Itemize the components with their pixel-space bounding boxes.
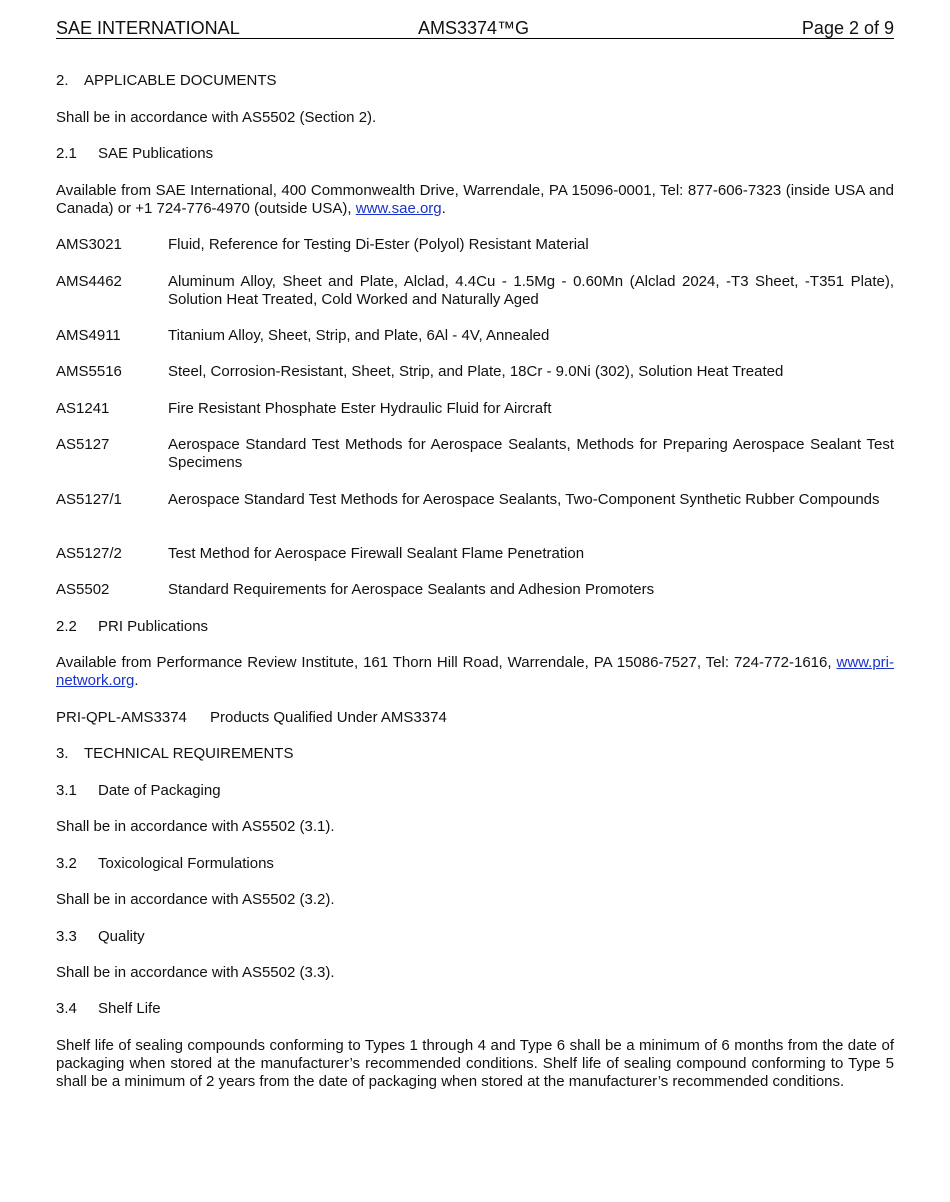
- page-header: [56, 17, 894, 39]
- reference-code: AMS4462: [56, 273, 122, 290]
- header-doc-number: AMS3374™G: [418, 18, 530, 38]
- reference-code: AS5127/2: [56, 545, 122, 562]
- section-2-body: Shall be in accordance with AS5502 (Section 2).: [56, 109, 377, 126]
- section-2-2-body: Available from Performance Review Institute, 161 Thorn Hill Road, Warrendale, PA 15086-7527, Tel: 724-772-1616, www.pri-network.org.: [56, 654, 894, 689]
- reference-code: PRI-QPL-AMS3374: [56, 709, 187, 726]
- reference-title: Aerospace Standard Test Methods for Aerospace Sealants, Two-Component Synthetic Rubber Compounds: [168, 491, 880, 508]
- section-3-3-body: Shall be in accordance with AS5502 (3.3).: [56, 964, 335, 981]
- section-3-3-heading: 3.3 Quality: [56, 928, 145, 945]
- reference-title: Aerospace Standard Test Methods for Aerospace Sealants, Methods for Preparing Aerospace Sealant Test Specimens: [168, 436, 894, 471]
- reference-code: AS5127/1: [56, 491, 122, 508]
- section-3-2-body: Shall be in accordance with AS5502 (3.2).: [56, 891, 335, 908]
- reference-code: AMS3021: [56, 236, 122, 253]
- reference-title: Fire Resistant Phosphate Ester Hydraulic Fluid for Aircraft: [168, 400, 552, 417]
- reference-code: AS1241: [56, 400, 110, 417]
- header-org: SAE INTERNATIONAL: [56, 18, 240, 38]
- section-2-1-body: Available from SAE International, 400 Commonwealth Drive, Warrendale, PA 15096-0001, Tel: 877-606-7323 (inside USA and Canada) or +1 724-776-4970 (outside USA), www.sae.org.: [56, 182, 894, 217]
- section-3-2-heading: 3.2 Toxicological Formulations: [56, 855, 274, 872]
- reference-title: Products Qualified Under AMS3374: [210, 709, 447, 726]
- section-3-4-heading: 3.4 Shelf Life: [56, 1000, 161, 1017]
- reference-code: AMS4911: [56, 327, 121, 344]
- section-3-4-body: Shelf life of sealing compounds conforming to Types 1 through 4 and Type 6 shall be a minimum of 6 months from the date of packaging when stored at the manufacturer’s recommended conditions. Shelf life of sealing compound conforming to Type 5 shall be a minimum of 2 years from the date of packaging when stored at the manufacturer’s recommended conditions.: [56, 1037, 894, 1090]
- reference-code: AS5502: [56, 581, 110, 598]
- section-2-2-heading: 2.2 PRI Publications: [56, 618, 209, 635]
- reference-code: AMS5516: [56, 363, 122, 380]
- pri-website-link[interactable]: www.pri-network.org: [56, 654, 894, 689]
- section-3-1-body: Shall be in accordance with AS5502 (3.1).: [56, 818, 335, 835]
- header-page-number: Page 2 of 9: [801, 18, 894, 38]
- section-3-heading: 3. TECHNICAL REQUIREMENTS: [56, 745, 294, 762]
- sae-website-link[interactable]: www.sae.org: [355, 200, 442, 217]
- reference-title: Titanium Alloy, Sheet, Strip, and Plate, 6Al - 4V, Annealed: [168, 327, 550, 344]
- section-2-heading: 2. APPLICABLE DOCUMENTS: [56, 72, 277, 89]
- pri-reference-item: [56, 709, 894, 727]
- reference-title: Aluminum Alloy, Sheet and Plate, Alclad, 4.4Cu - 1.5Mg - 0.60Mn (Alclad 2024, -T3 Sheet, -T351 Plate), Solution Heat Treated, Cold Worked and Naturally Aged: [168, 273, 894, 308]
- section-3-1-heading: 3.1 Date of Packaging: [56, 782, 221, 799]
- reference-title: Fluid, Reference for Testing Di-Ester (Polyol) Resistant Material: [168, 236, 589, 253]
- reference-title: Standard Requirements for Aerospace Sealants and Adhesion Promoters: [168, 581, 655, 598]
- reference-code: AS5127: [56, 436, 110, 453]
- reference-title: Test Method for Aerospace Firewall Sealant Flame Penetration: [168, 545, 585, 562]
- reference-title: Steel, Corrosion-Resistant, Sheet, Strip, and Plate, 18Cr - 9.0Ni (302), Solution Heat Treated: [168, 363, 784, 380]
- section-2-1-heading: 2.1 SAE Publications: [56, 145, 214, 162]
